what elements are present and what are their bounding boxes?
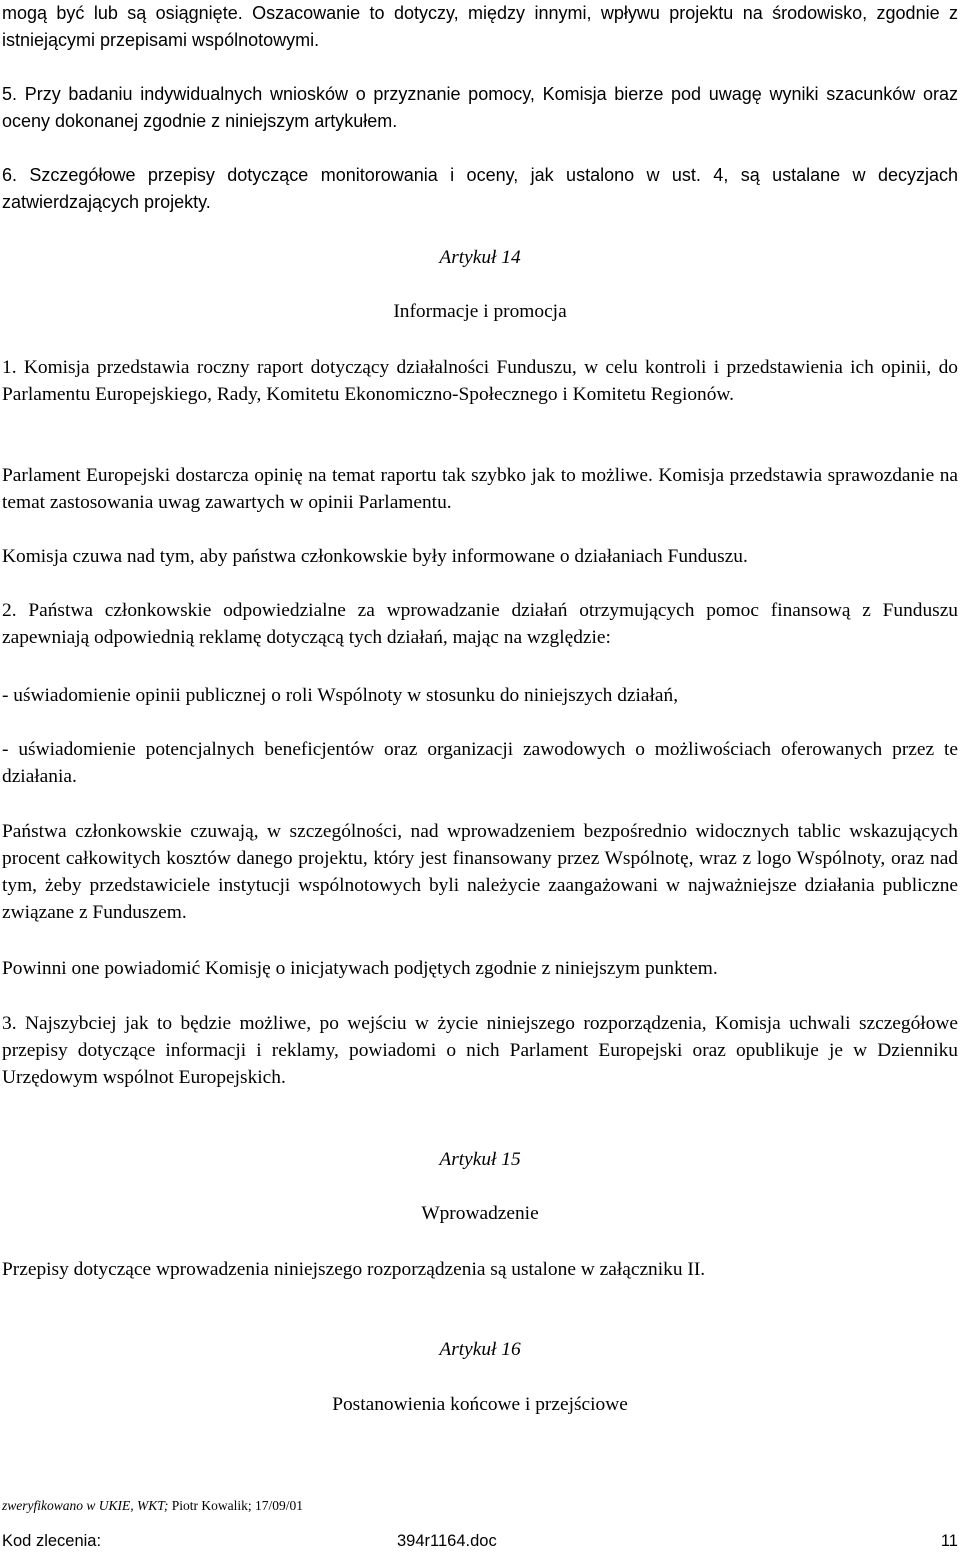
art14-paragraph-1: 1. Komisja przedstawia roczny raport dotyczący działalności Funduszu, w celu kontroli i przedstawienia ich opinii, do Parlamentu Europejskiego, Rady, Komitetu Ekonomiczno-Społecznego i Komitetu Regionów.	[2, 357, 958, 405]
art14-paragraph-8: Powinni one powiadomić Komisję o inicjatywach podjętych zgodnie z niniejszym punktem.	[2, 958, 718, 979]
order-code-label: Kod zlecenia:	[2, 1532, 102, 1550]
verification-note	[2, 1497, 303, 1515]
art14-paragraph-4: 2. Państwa członkowskie odpowiedzialne za wprowadzanie działań otrzymujących pomoc finansową z Funduszu zapewniają odpowiednią reklamę dotyczącą tych działań, mając na względzie:	[2, 600, 958, 648]
page-number: 11	[940, 1532, 958, 1550]
document-filename: 394r1164.doc	[397, 1532, 497, 1550]
page-footer	[2, 1530, 958, 1552]
verification-author-date: Piotr Kowalik; 17/09/01	[168, 1498, 303, 1513]
art14-bullet-1: - uświadomienie opinii publicznej o roli Wspólnoty w stosunku do niniejszych działań,	[2, 685, 679, 706]
art14-bullet-2: - uświadomienie potencjalnych beneficjentów oraz organizacji zawodowych o możliwościach oferowanych przez te działania.	[2, 739, 958, 787]
article-15-heading: Artykuł 15	[439, 1149, 521, 1170]
art15-paragraph-1: Przepisy dotyczące wprowadzenia niniejszego rozporządzenia są ustalone w załączniku II.	[2, 1259, 706, 1280]
article-15-title: Wprowadzenie	[421, 1203, 539, 1224]
art14-paragraph-7: Państwa członkowskie czuwają, w szczególności, nad wprowadzeniem bezpośrednio widocznych tablic wskazujących procent całkowitych kosztów danego projektu, który jest finansowany przez Wspólnotę, wraz z logo Wspólnoty, oraz nad tym, żeby przedstawiciele instytucji wspólnotowych byli należycie zaangażowani w najważniejsze działania publiczne związane z Funduszem.	[2, 821, 958, 923]
art14-paragraph-9: 3. Najszybciej jak to będzie możliwe, po wejściu w życie niniejszego rozporządzenia, Komisja uchwali szczegółowe przepisy dotyczące informacji i reklamy, powiadomi o nich Parlament Europejski oraz opublikuje je w Dzienniku Urzędowym wspólnot Europejskich.	[2, 1013, 958, 1088]
paragraph-5: 5. Przy badaniu indywidualnych wniosków o przyznanie pomocy, Komisja bierze pod uwagę wyniki szacunków oraz oceny dokonanej zgodnie z niniejszym artykułem.	[2, 84, 958, 131]
article-14-heading: Artykuł 14	[439, 247, 521, 268]
verification-italic: zweryfikowano w UKIE, WKT;	[2, 1498, 169, 1513]
paragraph-6: 6. Szczegółowe przepisy dotyczące monitorowania i oceny, jak ustalono w ust. 4, są ustalane w decyzjach zatwierdzających projekty.	[2, 165, 958, 212]
art14-paragraph-3: Komisja czuwa nad tym, aby państwa członkowskie były informowane o działaniach Funduszu.	[2, 546, 748, 567]
article-16-title: Postanowienia końcowe i przejściowe	[332, 1394, 628, 1415]
art14-paragraph-2: Parlament Europejski dostarcza opinię na temat raportu tak szybko jak to możliwe. Komisja przedstawia sprawozdanie na temat zastosowania uwag zawartych w opinii Parlamentu.	[2, 465, 958, 513]
paragraph-intro: mogą być lub są osiągnięte. Oszacowanie to dotyczy, między innymi, wpływu projektu na środowisko, zgodnie z istniejącymi przepisami wspólnotowymi.	[2, 3, 958, 50]
article-14-title: Informacje i promocja	[393, 301, 567, 322]
article-16-heading: Artykuł 16	[439, 1339, 521, 1360]
